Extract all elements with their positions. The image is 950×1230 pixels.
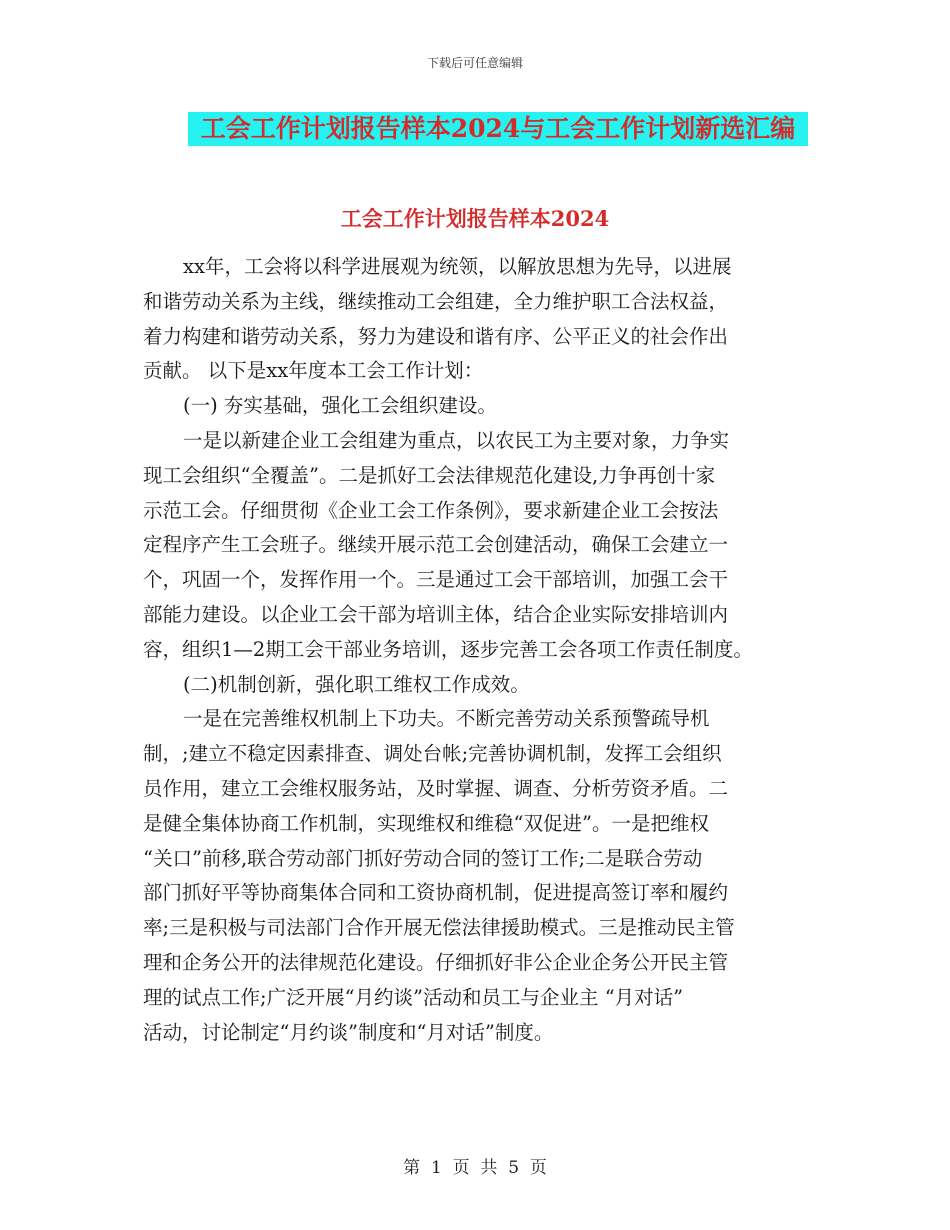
body-text-line: 部门抓好平等协商集体合同和工资协商机制，促进提高签订率和履约 xyxy=(143,881,729,905)
body-text-line: 个，巩固一个，发挥作用一个。三是通过工会干部培训，加强工会干 xyxy=(143,568,729,592)
body-text-line: xx年，工会将以科学进展观为统领，以解放思想为先导，以进展 xyxy=(183,255,732,278)
body-text-line: (一) 夯实基础，强化工会组织建设。 xyxy=(183,394,497,418)
body-text-line: 部能力建设。以企业工会干部为培训主体，结合企业实际安排培训内 xyxy=(143,602,729,626)
body-text-line: 率;三是积极与司法部门合作开展无偿法律援助模式。三是推动民主管 xyxy=(143,916,735,940)
body-text-line: 活动，讨论制定“月约谈”制度和“月对话”制度。 xyxy=(143,1020,554,1044)
body-text-line: 和谐劳动关系为主线，继续推动工会组建，全力维护职工合法权益， xyxy=(143,289,729,313)
section-title: 工会工作计划报告样本2024 xyxy=(340,206,610,231)
body-text-line: 着力构建和谐劳动关系，努力为建设和谐有序、公平正义的社会作出 xyxy=(143,324,729,348)
body-text-line: 贡献。 以下是xx年度本工会工作计划： xyxy=(143,359,484,383)
body-text-line: 理的试点工作;广泛开展“月约谈”活动和员工与企业主 “月对话” xyxy=(143,985,684,1009)
body-text-line: 容，组织1—2期工会干部业务培训，逐步完善工会各项工作责任制度。 xyxy=(143,637,753,661)
body-text-line: (二)机制创新，强化职工维权工作成效。 xyxy=(183,672,530,696)
body-text-line: 示范工会。仔细贯彻《企业工会工作条例》，要求新建企业工会按法 xyxy=(143,498,719,522)
document-body xyxy=(143,250,823,1050)
page-footer: 第 1 页 共 5 页 xyxy=(403,1158,547,1178)
body-text-line: 一是在完善维权机制上下功夫。不断完善劳动关系预警疏导机 xyxy=(183,707,710,731)
document-main-title: 工会工作计划报告样本2024与工会工作计划新选汇编 xyxy=(188,112,808,146)
body-text-line: 员作用，建立工会维权服务站，及时掌握、调查、分析劳资矛盾。二 xyxy=(143,776,729,800)
body-text-line: 现工会组织“全覆盖”。二是抓好工会法律规范化建设,力争再创十家 xyxy=(143,463,716,487)
body-text-line: 定程序产生工会班子。继续开展示范工会创建活动，确保工会建立一 xyxy=(143,533,729,557)
body-text-line: 理和企务公开的法律规范化建设。仔细抓好非公企业企务公开民主管 xyxy=(143,950,729,974)
body-text-line: 制，;建立不稳定因素排查、调处台帐;完善协调机制，发挥工会组织 xyxy=(143,742,722,766)
body-text-line: 一是以新建企业工会组建为重点，以农民工为主要对象，力争实 xyxy=(183,428,730,452)
body-text-line: 是健全集体协商工作机制，实现维权和维稳“双促进”。一是把维权 xyxy=(143,811,709,835)
body-text-line: “关口”前移,联合劳动部门抓好劳动合同的签订工作;二是联合劳动 xyxy=(143,846,703,870)
header-note: 下载后可任意编辑 xyxy=(426,56,523,70)
